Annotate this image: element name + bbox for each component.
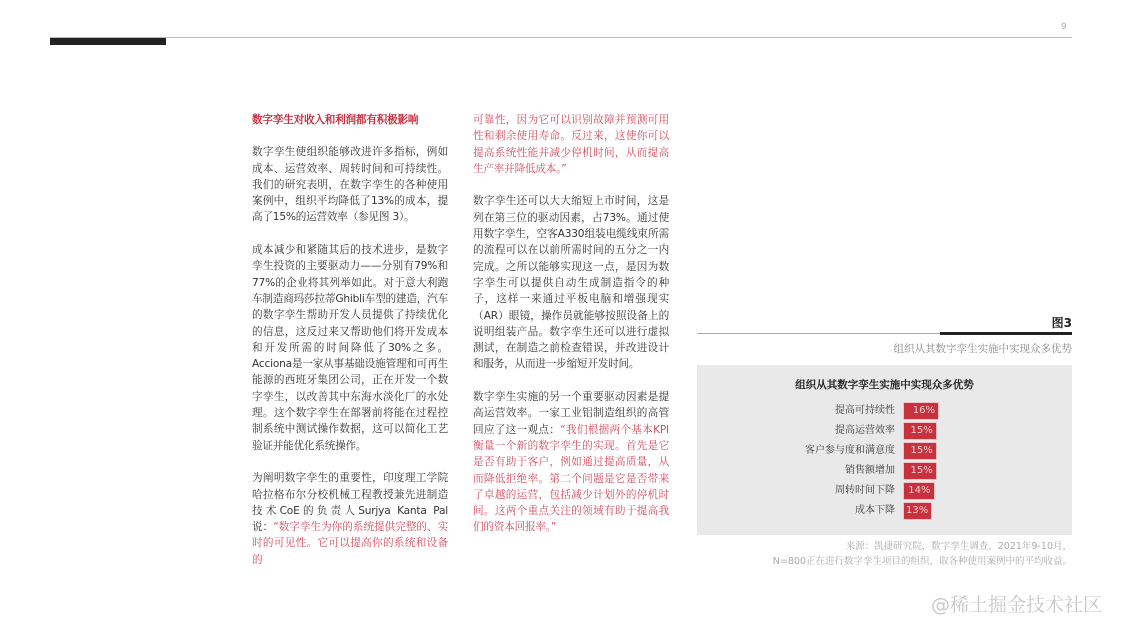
source-note-line-1: 来源：凯捷研究院，数字孪生调查，2021年9-10月， [845, 541, 1072, 552]
bar-chart [697, 365, 1072, 535]
paragraph [252, 470, 448, 568]
chart-title: 组织从其数字孪生实施中实现众多优势 [795, 379, 974, 391]
chart-row [697, 422, 1072, 440]
source-note-line-2: N=800正在进行数字孪生项目的组织，取各种使用案例中的平均收益。 [772, 556, 1072, 567]
bar: 15% [903, 462, 937, 480]
text-column-2 [473, 112, 669, 552]
paragraph-text: 数字孪生实施的另一个重要驱动因素是提高运营效率。一家工业铝制造组织的高管回应了这一观点： [473, 391, 669, 436]
bar: 15% [903, 422, 937, 440]
chart-row [697, 482, 1072, 500]
quote-text: “数字孪生为你的系统提供完整的、实时的可见性。它可以提高你的系统和设备的 [252, 521, 448, 566]
quote-text: 可靠性，因为它可以识别故障并预测可用性和剩余使用寿命。反过来，这使你可以提高系统性能并减少停机时间，从而提高生产率并降低成本。” [473, 114, 669, 175]
figure-label: 图3 [1051, 316, 1072, 330]
category-label: 提高可持续性 [835, 405, 895, 416]
bar: 15% [903, 442, 937, 460]
category-label: 周转时间下降 [835, 485, 895, 496]
figure-rule-accent [940, 332, 1072, 335]
paragraph: 数字孪生还可以大大缩短上市时间，这是列在第三位的驱动因素，占73%。通过使用数字孪生，空客A330组装电缆线束所需的流程可以在以前所需时间的五分之一内完成。之所以能够实现这一点，是因为数字孪生可以提供自动生成制造指令的种子，这样一来通过平板电脑和增强现实（AR）眼镜，操作员就能够按照设备上的说明组装产品。数字孪生还可以进行虚拟测试，在制造之前检查错误，并改进设计和服务，从而进一步缩短开发时间。 [473, 195, 669, 371]
category-label: 销售额增加 [845, 465, 895, 476]
category-label: 客户参与度和满意度 [805, 445, 895, 456]
bar: 14% [903, 482, 935, 500]
chart-row [697, 502, 1072, 520]
paragraph [473, 389, 669, 536]
watermark: @稀土掘金技术社区 [930, 594, 1102, 616]
paragraph: 成本减少和紧随其后的技术进步，是数字孪生投资的主要驱动力——分别有79%和77%的企业将其列举如此。对于意大利跑车制造商玛莎拉蒂Ghibli车型的建造，汽车的数字孪生帮助开发人员提供了持续优化的信息，这反过来又帮助他们将开发成本和开发所需的时间降低了30%之多。Acciona是一家从事基础设施管理和可再生能源的西班牙集团公司，正在开发一个数字孪生，以改善其中东海水淡化厂的水处理。这个数字孪生在部署前将能在过程控制系统中测试操作数据，这可以简化工艺验证并能优化系统操作。 [252, 244, 448, 452]
section-heading: 数字孪生对收入和利润都有积极影响 [252, 114, 419, 126]
chart-row [697, 402, 1072, 420]
quote-text: “我们根据两个基本KPI衡量一个新的数字孪生的实现。首先是它是否有助于客户，例如通过提高质量，从而降低拒绝率。第二个问题是它是否带来了卓越的运营，包括减少计划外的停机时间。这两个重点关注的领域有助于提高我们的资本回报率。” [473, 423, 669, 534]
chart-row [697, 442, 1072, 460]
header-accent-bar [50, 38, 166, 45]
category-label: 提高运营效率 [835, 425, 895, 436]
paragraph-text: 为阐明数字孪生的重要性，印度理工学院哈拉格布尔分校机械工程教授兼先进制造技术CoE的负责人Surjya Kanta Pal说： [252, 472, 448, 534]
figure-subtitle: 组织从其数字孪生实施中实现众多优势 [893, 343, 1072, 355]
paragraph: 数字孪生使组织能够改进许多指标，例如成本、运营效率、周转时间和可持续性。我们的研究表明，在数字孪生的各种使用案例中，组织平均降低了13%的成本，提高了15%的运营效率（参见图 3）。 [252, 146, 448, 224]
bar: 13% [903, 502, 932, 520]
chart-row [697, 462, 1072, 480]
bar: 16% [903, 402, 939, 420]
category-label: 成本下降 [855, 505, 895, 516]
header-rule [50, 37, 1072, 38]
page-number: 9 [1061, 22, 1067, 32]
text-column-1 [252, 112, 448, 584]
